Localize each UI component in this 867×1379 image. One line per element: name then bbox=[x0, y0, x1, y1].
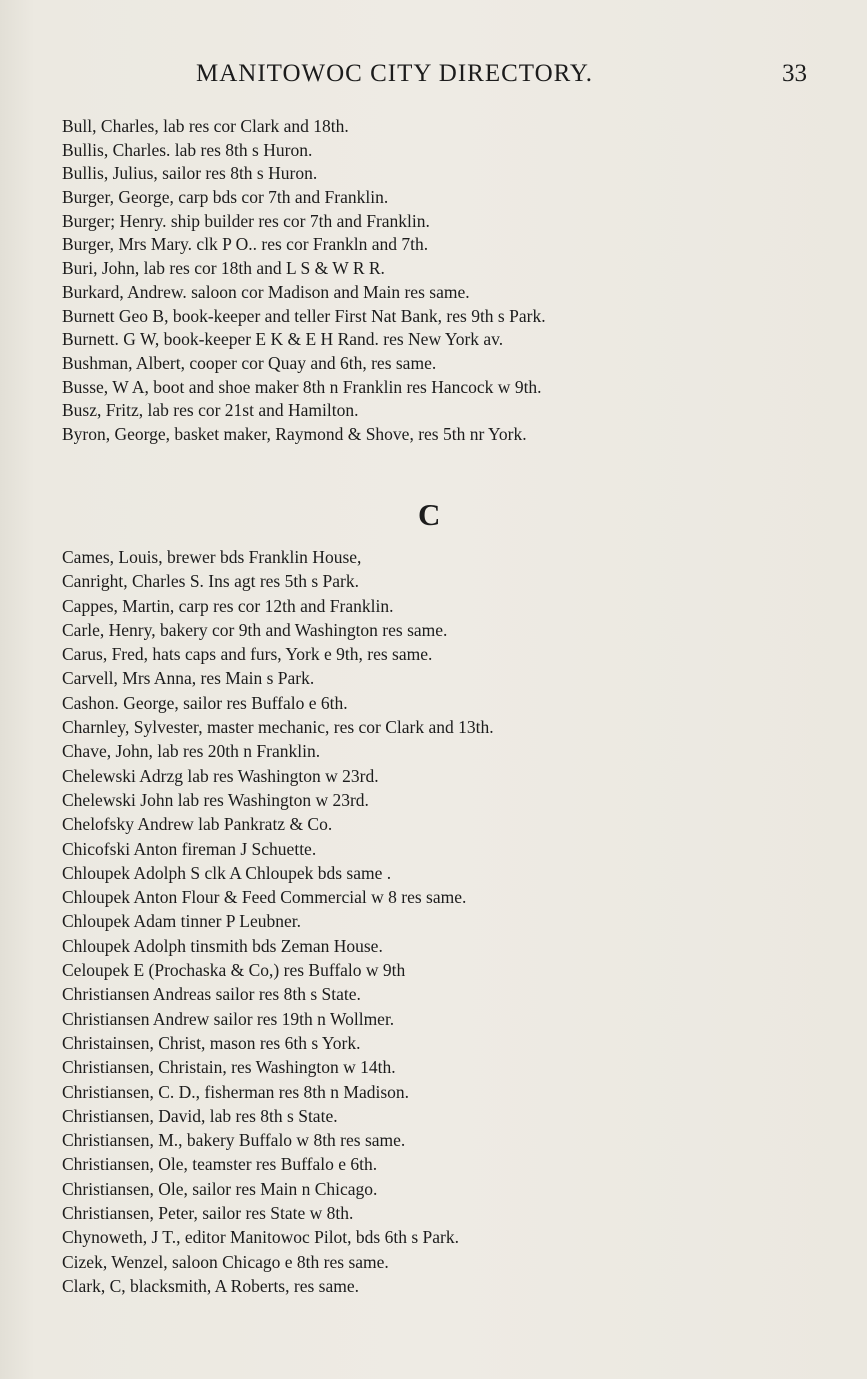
directory-entry: Chave, John, lab res 20th n Franklin. bbox=[62, 741, 321, 762]
directory-entry: Burnett. G W, book-keeper E K & E H Rand. res New York av. bbox=[62, 329, 504, 350]
directory-entry: Christainsen, Christ, mason res 6th s York. bbox=[62, 1032, 361, 1053]
directory-entry: Burkard, Andrew. saloon cor Madison and Main res same. bbox=[62, 281, 470, 302]
section-c-entries bbox=[62, 545, 852, 1298]
directory-entry: Burger; Henry. ship builder res cor 7th and Franklin. bbox=[62, 210, 430, 231]
directory-entry: Byron, George, basket maker, Raymond & Shove, res 5th nr York. bbox=[62, 423, 527, 444]
directory-entry: Christiansen Andreas sailor res 8th s State. bbox=[62, 984, 361, 1005]
directory-entry: Christiansen, Peter, sailor res State w 8th. bbox=[62, 1203, 354, 1224]
section-letter-c: C bbox=[418, 497, 441, 532]
directory-entry: Clark, C, blacksmith, A Roberts, res same. bbox=[62, 1275, 359, 1296]
directory-entry: Busz, Fritz, lab res cor 21st and Hamilton. bbox=[62, 400, 359, 421]
directory-entry: Christiansen, Ole, teamster res Buffalo e 6th. bbox=[62, 1154, 378, 1175]
page-header bbox=[0, 60, 867, 100]
directory-entry: Chelofsky Andrew lab Pankratz & Co. bbox=[62, 814, 333, 835]
directory-entry: Chloupek Adam tinner P Leubner. bbox=[62, 911, 301, 932]
directory-entry: Bushman, Albert, cooper cor Quay and 6th, res same. bbox=[62, 352, 437, 373]
directory-entry: Chloupek Anton Flour & Feed Commercial w 8 res same. bbox=[62, 887, 467, 908]
directory-entry: Christiansen, M., bakery Buffalo w 8th res same. bbox=[62, 1130, 406, 1151]
directory-entry: Burger, Mrs Mary. clk P O.. res cor Frankln and 7th. bbox=[62, 234, 429, 255]
directory-entry: Carle, Henry, bakery cor 9th and Washington res same. bbox=[62, 619, 448, 640]
directory-entry: Carus, Fred, hats caps and furs, York e 9th, res same. bbox=[62, 644, 433, 665]
directory-entry: Bull, Charles, lab res cor Clark and 18th. bbox=[62, 116, 349, 136]
directory-entry: Chloupek Adolph S clk A Chloupek bds same . bbox=[62, 862, 392, 883]
section-b-entries bbox=[62, 115, 852, 447]
directory-entry: Christiansen, C. D., fisherman res 8th n Madison. bbox=[62, 1081, 410, 1102]
directory-entry: Chelewski John lab res Washington w 23rd. bbox=[62, 789, 369, 810]
directory-entry: Canright, Charles S. Ins agt res 5th s Park. bbox=[62, 571, 359, 592]
directory-entry: Carvell, Mrs Anna, res Main s Park. bbox=[62, 668, 315, 689]
directory-entry: Christiansen, David, lab res 8th s State. bbox=[62, 1105, 338, 1126]
directory-entry: Cizek, Wenzel, saloon Chicago e 8th res same. bbox=[62, 1251, 389, 1272]
directory-entry: Christiansen, Ole, sailor res Main n Chicago. bbox=[62, 1178, 378, 1199]
directory-entry: Charnley, Sylvester, master mechanic, res cor Clark and 13th. bbox=[62, 717, 494, 738]
directory-entry: Chloupek Adolph tinsmith bds Zeman House. bbox=[62, 935, 383, 956]
directory-entry: Bullis, Charles. lab res 8th s Huron. bbox=[62, 139, 313, 160]
directory-entry: Burnett Geo B, book-keeper and teller First Nat Bank, res 9th s Park. bbox=[62, 305, 546, 326]
directory-entry: Cames, Louis, brewer bds Franklin House, bbox=[62, 547, 362, 567]
directory-entry: Busse, W A, boot and shoe maker 8th n Franklin res Hancock w 9th. bbox=[62, 376, 542, 397]
page-number: 33 bbox=[782, 60, 807, 87]
directory-entry: Buri, John, lab res cor 18th and L S & W R R. bbox=[62, 258, 385, 279]
directory-entry: Chicofski Anton fireman J Schuette. bbox=[62, 838, 317, 859]
directory-entry: Bullis, Julius, sailor res 8th s Huron. bbox=[62, 163, 318, 184]
directory-entry: Christiansen, Christain, res Washington w 14th. bbox=[62, 1057, 396, 1078]
directory-entry: Chelewski Adrzg lab res Washington w 23rd. bbox=[62, 765, 379, 786]
directory-entry: Burger, George, carp bds cor 7th and Franklin. bbox=[62, 187, 389, 208]
running-title: MANITOWOC CITY DIRECTORY. bbox=[196, 60, 594, 87]
directory-entry: Cappes, Martin, carp res cor 12th and Franklin. bbox=[62, 595, 394, 616]
directory-entry: Christiansen Andrew sailor res 19th n Wollmer. bbox=[62, 1008, 395, 1029]
directory-entry: Chynoweth, J T., editor Manitowoc Pilot, bds 6th s Park. bbox=[62, 1227, 459, 1248]
directory-entry: Celoupek E (Prochaska & Co,) res Buffalo w 9th bbox=[62, 960, 406, 981]
directory-entry: Cashon. George, sailor res Buffalo e 6th. bbox=[62, 692, 348, 713]
